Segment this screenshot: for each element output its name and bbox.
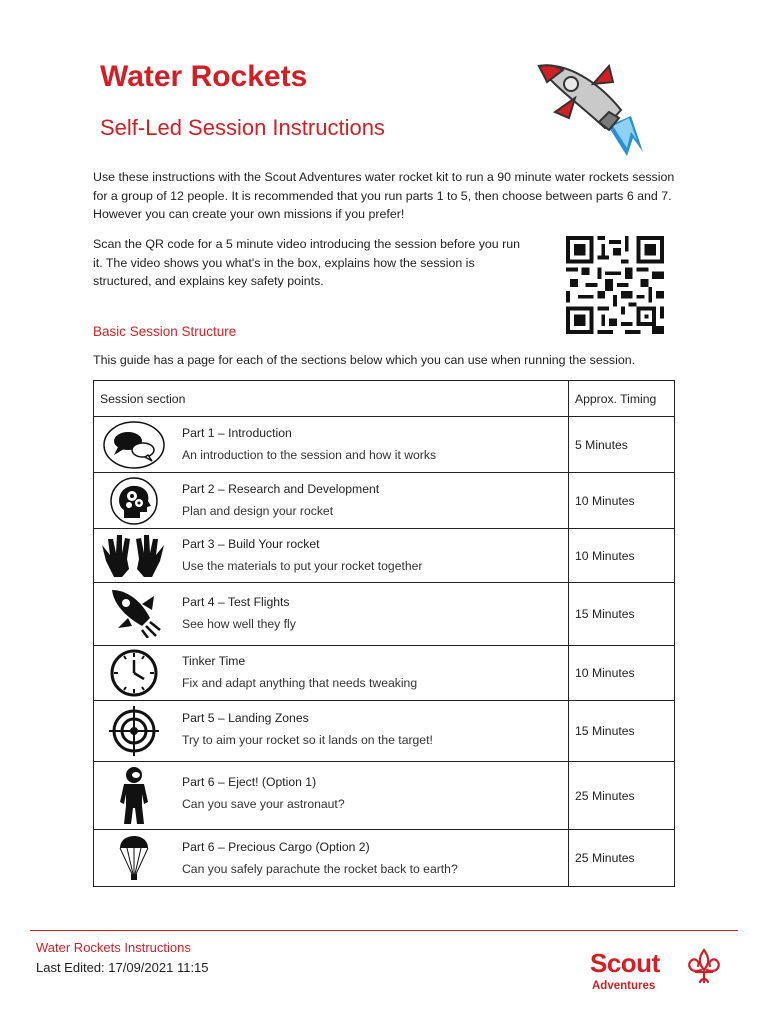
activity-description: Can you safely parachute the rocket back to earth? [182, 862, 458, 876]
table-row [94, 762, 675, 830]
activity-title: Part 1 – Introduction [182, 426, 292, 440]
activity-cell [94, 417, 569, 473]
activity-title: Part 2 – Research and Development [182, 482, 380, 496]
footer-divider [30, 930, 738, 931]
target-icon [102, 706, 166, 756]
guide-text: This guide has a page for each of the sections below which you can use when running the session. [93, 353, 636, 367]
timing-cell: 25 Minutes [569, 762, 675, 830]
intro-paragraph: Use these instructions with the Scout Adventures water rocket kit to run a 90 minute water rockets session for a group of 12 people. It is recommended that you run parts 1 to 5, then choose between parts 6 and 7. However you can create your own missions if you prefer! [93, 170, 675, 221]
table-row [94, 830, 675, 887]
logo-wordmark: Scout [590, 948, 660, 978]
activity-title: Part 6 – Precious Cargo (Option 2) [182, 840, 370, 854]
logo-subtitle: Adventures [592, 980, 656, 992]
activity-cell [94, 473, 569, 529]
footer-document-name: Water Rockets Instructions [36, 940, 191, 955]
table-row [94, 529, 675, 583]
activity-cell [94, 701, 569, 762]
activity-title: Part 3 – Build Your rocket [182, 537, 320, 551]
footer-last-edited: Last Edited: 17/09/2021 11:15 [36, 960, 209, 975]
table-row [94, 583, 675, 646]
page-subtitle: Self-Led Session Instructions [100, 115, 385, 140]
activity-description: Plan and design your rocket [182, 504, 334, 518]
timing-cell: 10 Minutes [569, 473, 675, 529]
qr-instructions: Scan the QR code for a 5 minute video introducing the session before you run it. The video shows you what's in the box, explains how the session is structured, and explains key safety points. [93, 237, 521, 288]
qr-code-icon[interactable] [564, 236, 666, 334]
timing-cell: 15 Minutes [569, 583, 675, 646]
speech-bubbles-icon [102, 420, 166, 470]
head-gears-icon [102, 476, 166, 526]
activity-description: Try to aim your rocket so it lands on the target! [182, 733, 433, 747]
timing-cell: 15 Minutes [569, 701, 675, 762]
rocket-illustration-icon [535, 60, 645, 160]
column-header-timing: Approx. Timing [569, 381, 675, 417]
activity-cell [94, 646, 569, 701]
table-row [94, 473, 675, 529]
hands-icon [98, 531, 168, 581]
fleur-de-lis-icon [680, 948, 728, 984]
table-row [94, 701, 675, 762]
timing-cell: 10 Minutes [569, 529, 675, 583]
session-table [93, 380, 675, 887]
activity-cell [94, 830, 569, 887]
clock-icon [102, 648, 166, 698]
astronaut-icon [102, 766, 166, 826]
activity-description: Can you save your astronaut? [182, 797, 345, 811]
rocket-icon [102, 588, 166, 638]
activity-title: Part 4 – Test Flights [182, 595, 290, 609]
activity-description: Use the materials to put your rocket together [182, 559, 423, 573]
table-header-row [94, 381, 675, 417]
activity-description: An introduction to the session and how it works [182, 448, 437, 462]
timing-cell: 10 Minutes [569, 646, 675, 701]
activity-title: Part 6 – Eject! (Option 1) [182, 775, 317, 789]
activity-cell [94, 583, 569, 646]
activity-title: Part 5 – Landing Zones [182, 711, 309, 725]
activity-cell [94, 529, 569, 583]
page-title: Water Rockets [100, 60, 308, 93]
timing-cell: 5 Minutes [569, 417, 675, 473]
activity-description: Fix and adapt anything that needs tweaking [182, 676, 418, 690]
activity-cell [94, 762, 569, 830]
parachute-icon [102, 834, 166, 884]
activity-title: Tinker Time [182, 654, 246, 668]
table-row [94, 417, 675, 473]
column-header-section: Session section [94, 381, 569, 417]
activity-description: See how well they fly [182, 617, 296, 631]
table-row [94, 646, 675, 701]
section-heading: Basic Session Structure [93, 324, 237, 339]
timing-cell: 25 Minutes [569, 830, 675, 887]
scout-adventures-logo [590, 948, 730, 998]
